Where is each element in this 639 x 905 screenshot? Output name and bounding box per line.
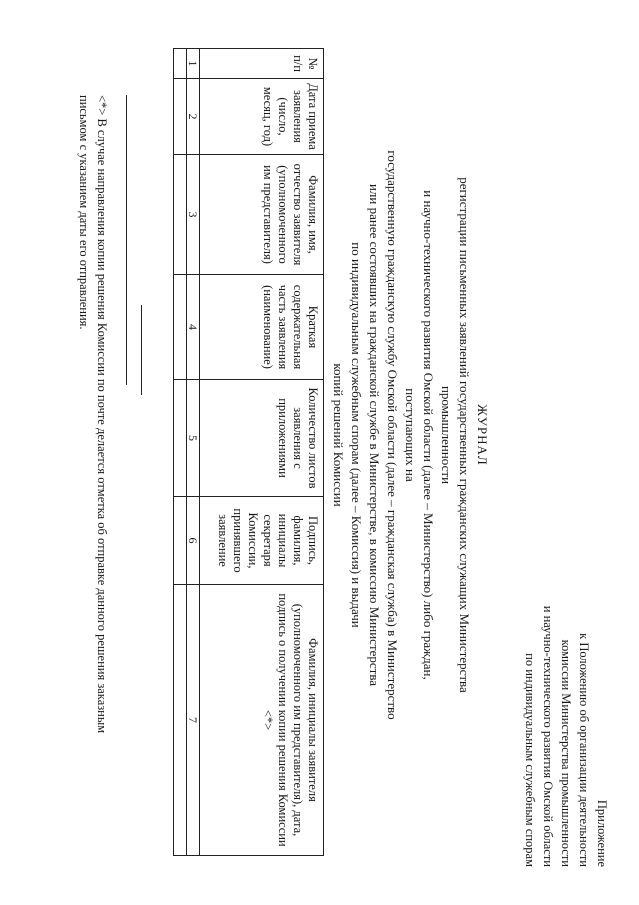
title-line: копий решений Комиссии	[331, 363, 346, 507]
appendix-line: по индивидуальным служебным спорам	[523, 653, 537, 867]
appendix-line: к Положению об организации деятельности	[577, 633, 591, 867]
table-cell	[174, 155, 187, 275]
title-line: регистрации письменных заявлений государственных гражданских служащих Министерства промышленности	[439, 177, 472, 693]
column-number-cell: 5	[187, 380, 200, 497]
title-line: по индивидуальным служебным спорам (далее – Комиссия) и выдачи	[349, 242, 364, 628]
title-line: государственную гражданскую службу Омской области (далее – гражданская служба) в Министерство	[385, 150, 400, 720]
table-cell	[174, 585, 187, 856]
table-cell	[174, 49, 187, 79]
appendix-line: Приложение	[595, 799, 609, 867]
column-number-cell: 3	[187, 155, 200, 275]
header-secretary-signature: Подпись, фамилия, инициалы секретаря Комиссии, принявшего заявление	[200, 497, 324, 585]
footnote-line: письмом с указанием даты его отправления.	[77, 95, 91, 330]
header-number: № п/п	[200, 49, 324, 79]
footnote-line: <*> В случае направления копии решения Комиссии по почте делается отметка об отправке данного решения заказным	[95, 95, 109, 734]
appendix-line: и научно-технического развития Омской области	[541, 605, 555, 867]
table-cell	[174, 275, 187, 380]
journal-table	[173, 48, 324, 856]
column-number-cell: 1	[187, 49, 200, 79]
header-sheet-count: Количество листов заявления с приложениями	[200, 380, 324, 497]
appendix-header	[521, 437, 611, 867]
header-summary: Краткая содержательная часть заявления (наименование)	[200, 275, 324, 380]
table-header-row	[200, 49, 324, 856]
title-line: или ранее состоявших на гражданской службе в Министерстве, в комиссию Министерства	[367, 183, 382, 687]
column-number-cell: 7	[187, 585, 200, 856]
column-number-cell: 2	[187, 79, 200, 155]
table-cell	[174, 380, 187, 497]
table-row	[187, 49, 200, 856]
header-receipt-signature: Фамилия, инициалы заявителя (уполномоченного им представителя), дата, подпись о получении копии решения Комиссии <*>	[200, 585, 324, 856]
table-cell	[174, 79, 187, 155]
footnote	[75, 95, 111, 885]
table-cell	[174, 497, 187, 585]
title-heading: ЖУРНАЛ	[475, 404, 490, 466]
column-number-cell: 4	[187, 275, 200, 380]
title-line: и научно-технического развития Омской области (далее – Министерство) либо граждан, поступающих на	[403, 190, 436, 680]
header-applicant-name: Фамилия, имя, отчество заявителя (уполномоченного им представителя)	[200, 155, 324, 275]
separator-line	[141, 305, 142, 395]
header-date: Дата приема заявления (число, месяц, год)	[200, 79, 324, 155]
appendix-line: комиссии Министерства промышленности	[559, 639, 573, 867]
column-number-cell: 6	[187, 497, 200, 585]
footnote-rule	[126, 95, 127, 385]
table-row	[174, 49, 187, 856]
journal-title	[329, 150, 491, 720]
